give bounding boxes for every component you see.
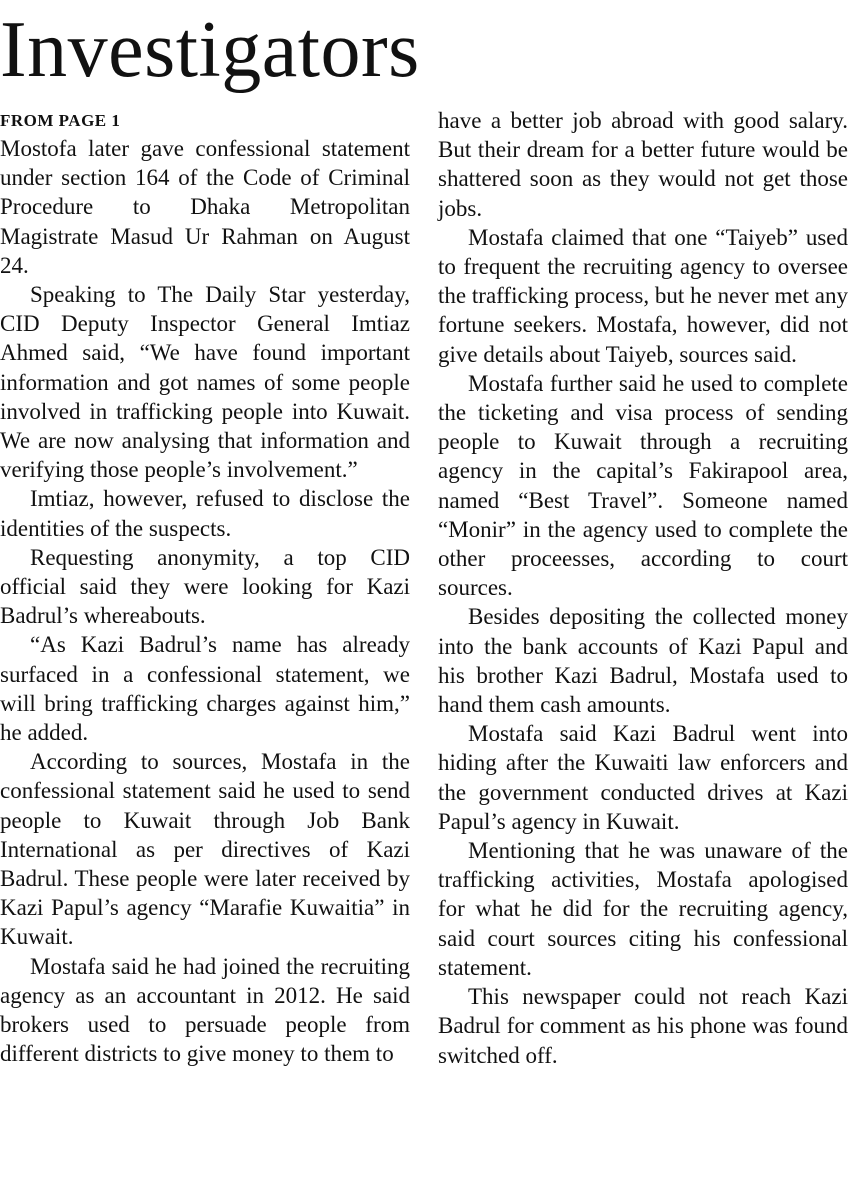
paragraph: According to sources, Mostafa in the confessional statement said he used to send people to Kuwait through Job Bank International as per directives of Kazi Badrul. These people were later received by Kazi Papul’s agency “Marafie Kuwaitia” in Kuwait.	[0, 749, 410, 950]
paragraph: Imtiaz, however, refused to disclose the identities of the suspects.	[0, 486, 410, 541]
paragraph: This newspaper could not reach Kazi Badrul for comment as his phone was found switched off.	[438, 984, 848, 1068]
article-column-left	[0, 108, 410, 1069]
paragraph: Besides depositing the collected money into the bank accounts of Kazi Papul and his brother Kazi Badrul, Mostafa used to hand them cash amounts.	[438, 604, 848, 718]
paragraph: Speaking to The Daily Star yesterday, CID Deputy Inspector General Imtiaz Ahmed said, “We have found important information and got names of some people involved in trafficking people into Kuwait. We are now analysing that information and verifying those people’s involvement.”	[0, 282, 410, 483]
paragraph: Mostafa further said he used to complete the ticketing and visa process of sending people to Kuwait through a recruiting agency in the capital’s Fakirapool area, named “Best Travel”. Someone named “Monir” in the agency used to complete the other proceesses, according to court sources.	[438, 370, 848, 601]
paragraph: Mentioning that he was unaware of the trafficking activities, Mostafa apologised for what he did for the recruiting agency, said court sources citing his confessional statement.	[438, 838, 848, 980]
paragraph: Mostafa said Kazi Badrul went into hiding after the Kuwaiti law enforcers and the government conducted drives at Kazi Papul’s agency in Kuwait.	[438, 721, 848, 834]
paragraph: Mostafa said he had joined the recruiting agency as an accountant in 2012. He said brokers used to persuade people from different districts to give money to them to	[0, 953, 410, 1067]
continued-from-label: FROM PAGE 1	[0, 111, 121, 130]
paragraph: Mostofa later gave confessional statement under section 164 of the Code of Criminal Procedure to Dhaka Metropolitan Magistrate Masud Ur Rahman on August 24.	[0, 136, 410, 278]
headline: Investigators	[0, 6, 420, 94]
paragraph: have a better job abroad with good salary. But their dream for a better future would be shattered soon as they would not get those jobs.	[438, 108, 848, 221]
paragraph: “As Kazi Badrul’s name has already surfaced in a confessional statement, we will bring trafficking charges against him,” he added.	[0, 632, 410, 746]
paragraph: Mostafa claimed that one “Taiyeb” used to frequent the recruiting agency to oversee the trafficking process, but he never met any fortune seekers. Mostafa, however, did not give details about Taiyeb, sources said.	[438, 224, 848, 367]
paragraph: Requesting anonymity, a top CID official said they were looking for Kazi Badrul’s whereabouts.	[0, 544, 410, 629]
article-column-right	[438, 106, 848, 1070]
